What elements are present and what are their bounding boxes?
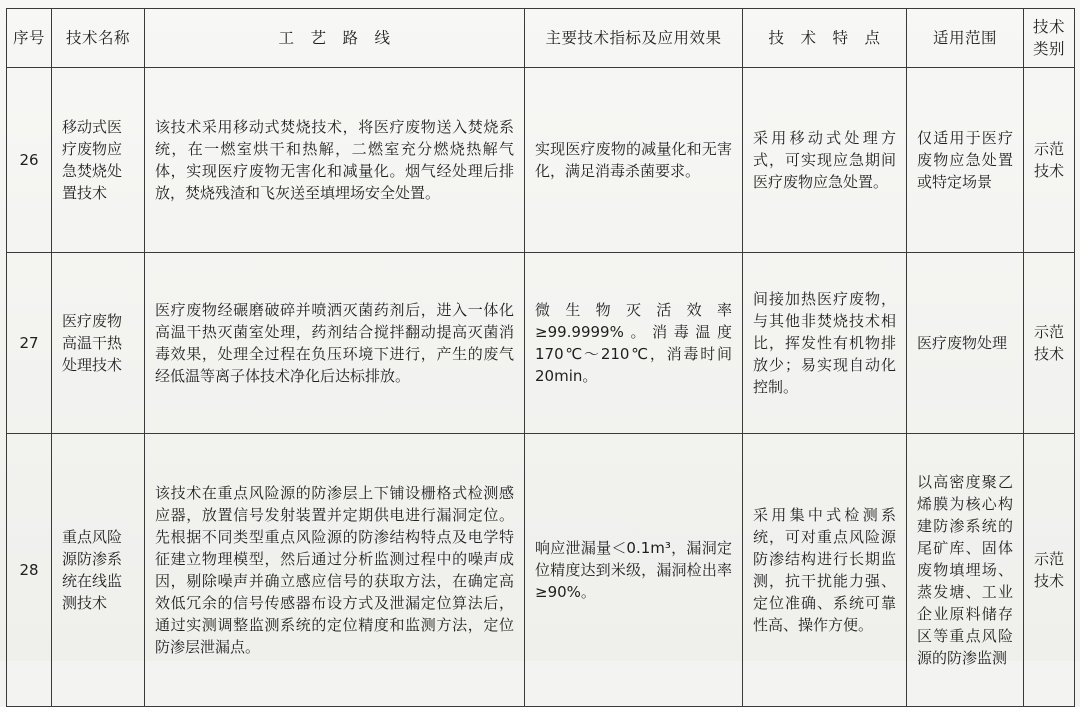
row-process: 该技术采用移动式焚烧技术，将医疗废物送入焚烧系统，在一燃室烘干和热解，二燃室充分燃烧热解气体，实现医疗废物无害化和减量化。烟气经处理后排放，焚烧残渣和飞灰送至填埋场安全处置。 [145,68,525,253]
header-name: 技术名称 [52,9,145,68]
table-row [7,434,1075,707]
row-indicators: 响应泄漏量＜0.1m³，漏洞定位精度达到米级，漏洞检出率≥90%。 [525,434,743,707]
row-indicators: 实现医疗废物的减量化和无害化，满足消毒杀菌要求。 [525,68,743,253]
technology-table [6,8,1075,707]
row-scope: 以高密度聚乙烯膜为核心构建防渗系统的尾矿库、固体废物填埋场、蒸发塘、工业企业原料储存区等重点风险源的防渗监测 [907,434,1024,707]
row-name: 医疗废物高温干热处理技术 [62,312,123,374]
row-features: 采用移动式处理方式，可实现应急期间医疗废物应急处置。 [743,68,907,253]
row-process: 该技术在重点风险源的防渗层上下铺设栅格式检测感应器，放置信号发射装置并定期供电进行漏洞定位。先根据不同类型重点风险源的防渗结构特点及电学特征建立物理模型，然后通过分析监测过程中的噪声成因，剔除噪声并确立感应信号的获取方法，在确定高效低冗余的信号传感器布设方式及泄漏定位算法后，通过实测调整监测系统的定位精度和监测方法，定位防渗层泄漏点。 [145,434,525,707]
row-category: 示范技术 [1033,550,1064,590]
row-category: 示范技术 [1033,140,1064,180]
row-features: 采用集中式检测系统，可对重点风险源防渗结构进行长期监测，抗干扰能力强、定位准确、系统可靠性高、操作方便。 [743,434,907,707]
row-category-cell [1024,253,1075,434]
table-row [7,253,1075,434]
row-name: 重点风险源防渗系统在线监测技术 [62,528,123,612]
header-row [7,9,1075,68]
row-name-cell [52,253,145,434]
row-category: 示范技术 [1033,323,1064,363]
header-process: 工 艺 路 线 [145,9,525,68]
header-category-label: 技术类别 [1032,18,1065,58]
row-category-cell [1024,434,1075,707]
row-index: 28 [7,434,52,707]
header-index: 序号 [7,9,52,68]
header-scope: 适用范围 [907,9,1024,68]
row-name-cell [52,434,145,707]
row-index: 26 [7,68,52,253]
row-name: 移动式医疗废物应急焚烧处置技术 [62,118,123,202]
row-category-cell [1024,68,1075,253]
header-features: 技 术 特 点 [743,9,907,68]
row-name-cell [52,68,145,253]
row-scope: 医疗废物处理 [907,253,1024,434]
row-features: 间接加热医疗废物，与其他非焚烧技术相比，挥发性有机物排放少；易实现自动化控制。 [743,253,907,434]
header-category [1024,9,1075,68]
row-process: 医疗废物经碾磨破碎并喷洒灭菌药剂后，进入一体化高温干热灭菌室处理，药剂结合搅拌翻动提高灭菌消毒效果，处理全过程在负压环境下进行，产生的废气经低温等离子体技术净化后达标排放。 [145,253,525,434]
row-index: 27 [7,253,52,434]
row-indicators: 微生物灭活效率≥99.9999%。消毒温度170℃～210℃，消毒时间20min。 [525,253,743,434]
row-scope: 仅适用于医疗废物应急处置或特定场景 [907,68,1024,253]
header-indicators: 主要技术指标及应用效果 [525,9,743,68]
table-row [7,68,1075,253]
